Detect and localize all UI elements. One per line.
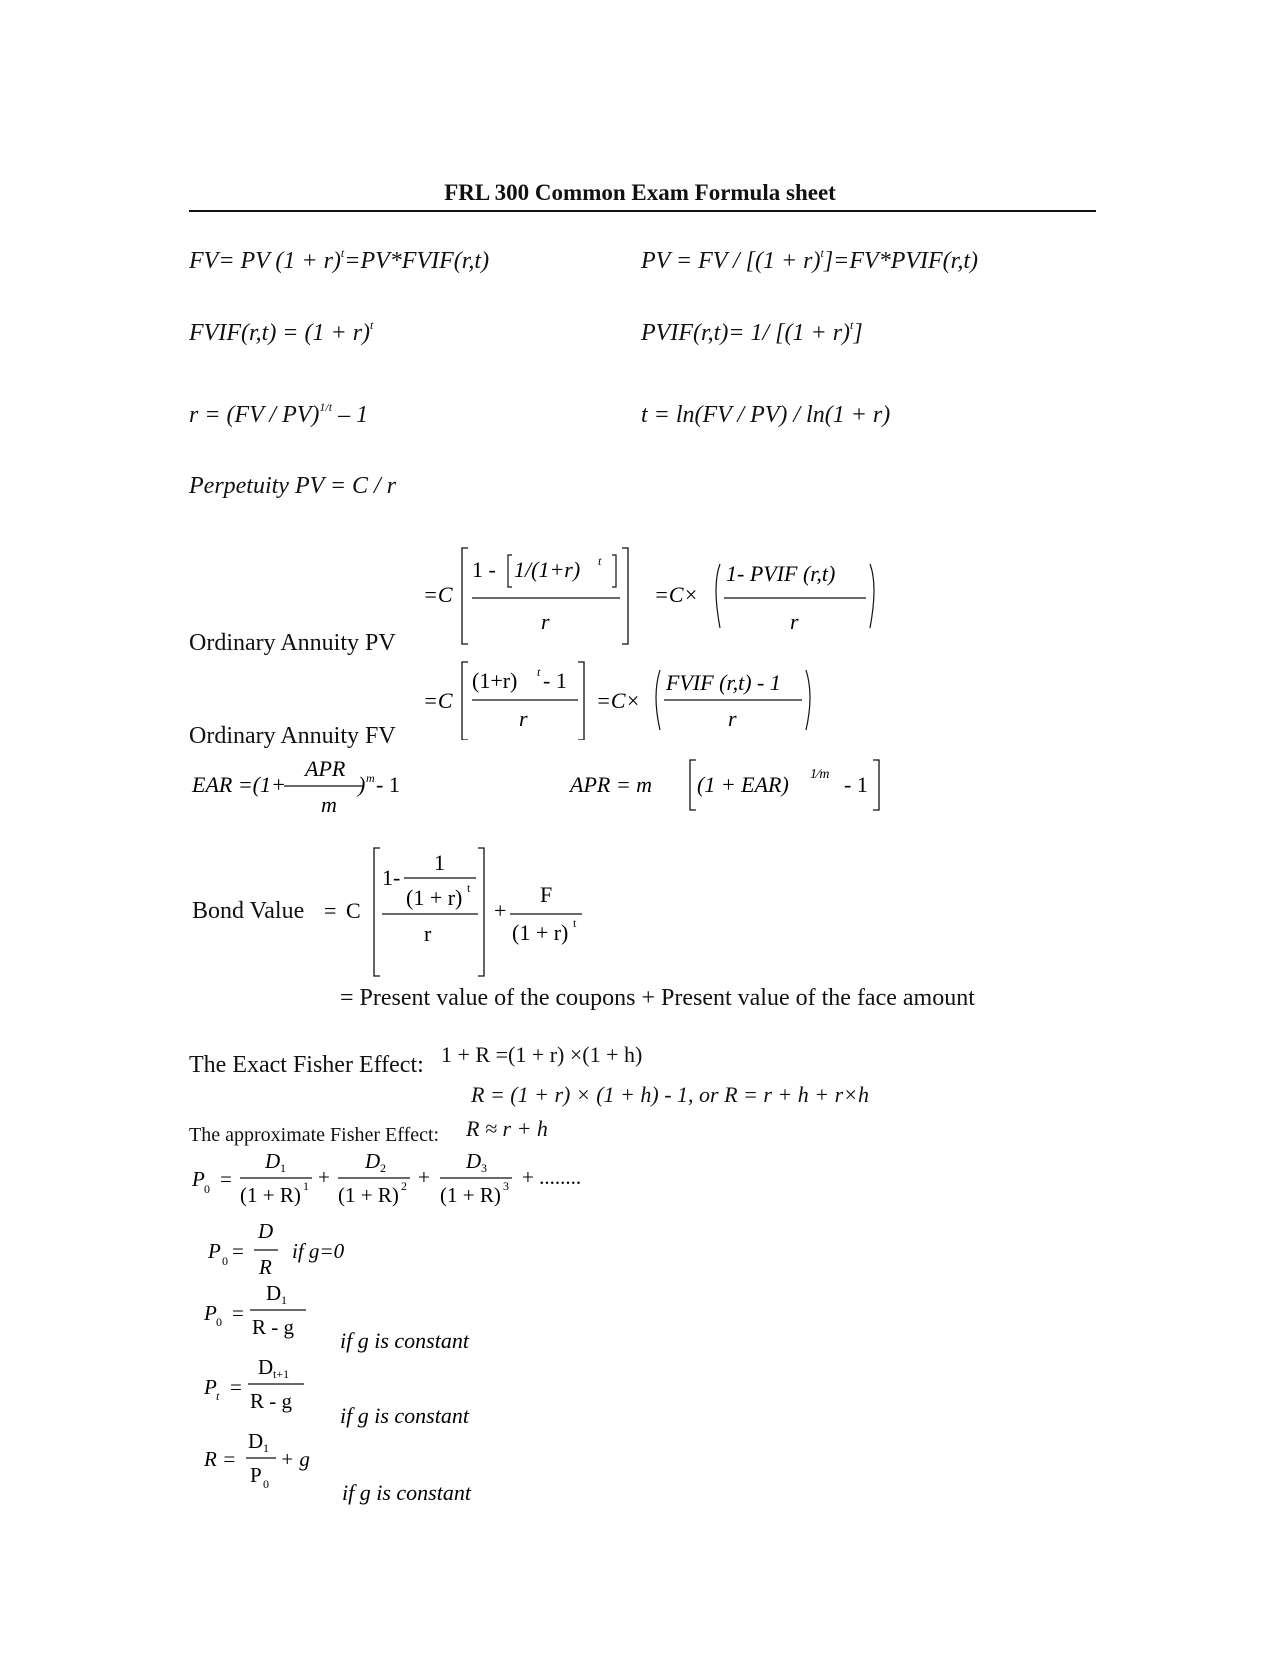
ddm-zero-num: D [258,1219,274,1243]
bond-c: C [346,898,361,923]
ddm-den2-exp: 2 [401,1179,407,1193]
ddm-r-cond: if g is constant [342,1480,471,1505]
pv-formula: PV = FV / $[(1 + r)^t]=FV*PVIF(r,t)$ [641,246,979,274]
ddm-den2: (1 + R) [338,1183,399,1207]
ddm-d1-sub: 1 [280,1161,286,1175]
bond-face-exp: t [573,916,577,930]
ddm-r-den: P [250,1463,262,1487]
ear-close: ) [358,772,366,797]
annuity-pv-eq-cx: =C× [654,582,699,607]
ddm-gordon-p: P [204,1301,217,1325]
ddm-zero-p-sub: 0 [222,1254,228,1268]
annuity-fv-eq-c: =C [423,688,453,713]
perpetuity-formula: Perpetuity PV = C / r [189,473,397,499]
ddm-pt-den: R - g [250,1389,292,1413]
ear-num: APR [305,756,346,781]
fv-formula: FV= PV $(1 + r)^t=PV*FVIF(r,t)$ [189,246,490,274]
annuity-pv-inner: 1/(1+r) [514,557,581,582]
annuity-pv-eq-c: =C [423,582,453,607]
annuity-fv-den2: r [728,706,737,731]
ddm-d1: D [265,1149,281,1173]
ddm-gordon-eq: = [232,1301,244,1325]
ddm-pt-cond: if g is constant [340,1403,469,1428]
ddm-d2-sub: 2 [380,1161,386,1175]
ear-tail: - 1 [376,772,400,797]
ddm-plus2: + [418,1165,430,1189]
bond-disc-exp: t [467,881,471,895]
apr-mid: (1 + EAR) [697,772,789,797]
apr-tail: - 1 [844,772,868,797]
exact-fisher-eq2: R = (1 + r) × (1 + h) - 1, or R = r + h + r×h [471,1082,870,1107]
annuity-fv-num1b: - 1 [543,668,567,693]
ear-den: m [321,792,337,817]
annuity-fv-exp: t [537,665,541,679]
annuity-fv-label: Ordinary Annuity FV [189,723,396,749]
ddm-pt-p: P [204,1375,217,1399]
bond-disc: (1 + r) [406,885,463,910]
ddm-gordon-num: D [266,1281,282,1305]
annuity-pv-exp: t [598,554,602,568]
annuity-formulas [0,540,1280,740]
ddm-zero-den: R [259,1255,272,1279]
dividend-formulas [0,1148,1280,1508]
ddm-pt-sub: t [216,1389,220,1403]
ear-left: EAR =(1+ [192,772,286,797]
approx-fisher-label: The approximate Fisher Effect: [189,1124,440,1146]
ddm-r-num-sub: 1 [263,1441,269,1455]
bond-face-disc: (1 + r) [512,920,569,945]
ddm-gordon-num-sub: 1 [281,1293,287,1307]
bond-one: 1 [434,850,445,875]
bond-plus: + [494,898,507,923]
fvif-formula: FVIF(r,t) = $(1 + r)^t$ [189,318,374,346]
ddm-zero-eq: = [232,1239,244,1263]
ddm-den1: (1 + R) [240,1183,301,1207]
ddm-plus1: + [318,1165,330,1189]
ddm-dots: + ........ [522,1165,582,1189]
ddm-r-num: D [248,1429,264,1453]
ddm-pt-num: D [258,1355,274,1379]
ddm-p0: P [192,1167,205,1191]
rate-formula: r = (FV / PV)$^{1/t}$ – 1 [189,400,369,428]
bond-label: Bond Value [192,898,305,924]
bond-f: F [540,882,553,907]
ear-apr-formulas [0,748,1280,818]
bond-r: r [424,921,432,946]
ddm-eq: = [220,1167,232,1191]
annuity-pv-num2: 1- PVIF (r,t) [726,561,836,586]
page-title: FRL 300 Common Exam Formula sheet [444,180,836,205]
ddm-d3-sub: 3 [481,1161,487,1175]
ddm-r-plus-g: + g [280,1447,310,1471]
annuity-fv-den: r [519,706,528,731]
ddm-den3-exp: 3 [503,1179,509,1193]
title-underline [189,210,1096,212]
annuity-pv-num1: 1 - [472,557,496,582]
ear-exp: m [366,771,375,785]
pvif-formula: PVIF(r,t)= 1/ $[(1 + r)^t]$ [641,318,863,346]
bond-formula [0,840,1280,980]
ddm-r-den-sub: 0 [263,1477,269,1491]
bond-one-minus: 1- [382,865,401,890]
time-formula: t = ln(FV / PV) / ln(1 + r) [641,402,891,428]
annuity-fv-num2: FVIF (r,t) - 1 [666,670,781,695]
annuity-pv-den2: r [790,609,799,634]
annuity-fv-num1a: (1+r) [472,668,518,693]
exact-fisher-label: The Exact Fisher Effect: [189,1052,424,1078]
ddm-gordon-cond: if g is constant [340,1328,469,1353]
ddm-gordon-p-sub: 0 [216,1315,222,1329]
annuity-pv-label: Ordinary Annuity PV [189,630,396,656]
bond-note: = Present value of the coupons + Present value of the face amount [340,985,975,1011]
exact-fisher-eq: 1 + R =(1 + r) ×(1 + h) [441,1042,643,1067]
ddm-zero-p: P [208,1239,221,1263]
ddm-d3: D [466,1149,482,1173]
ddm-pt-num-sub: t+1 [273,1367,290,1381]
ddm-r-eq: R = [204,1447,237,1471]
ddm-p0-sub: 0 [204,1182,210,1196]
ddm-den1-exp: 1 [303,1179,309,1193]
ddm-gordon-den: R - g [252,1315,294,1339]
ddm-zero-cond: if g=0 [292,1239,345,1263]
ddm-d2: D [365,1149,381,1173]
bond-eq: = [324,898,337,923]
annuity-pv-den: r [541,609,550,634]
apr-left: APR = m [570,772,653,797]
apr-exp: 1⁄m [810,767,830,782]
annuity-fv-eq-cx: =C× [596,688,641,713]
ddm-pt-eq: = [230,1375,242,1399]
approx-fisher-eq: R ≈ r + h [466,1116,548,1141]
ddm-den3: (1 + R) [440,1183,501,1207]
